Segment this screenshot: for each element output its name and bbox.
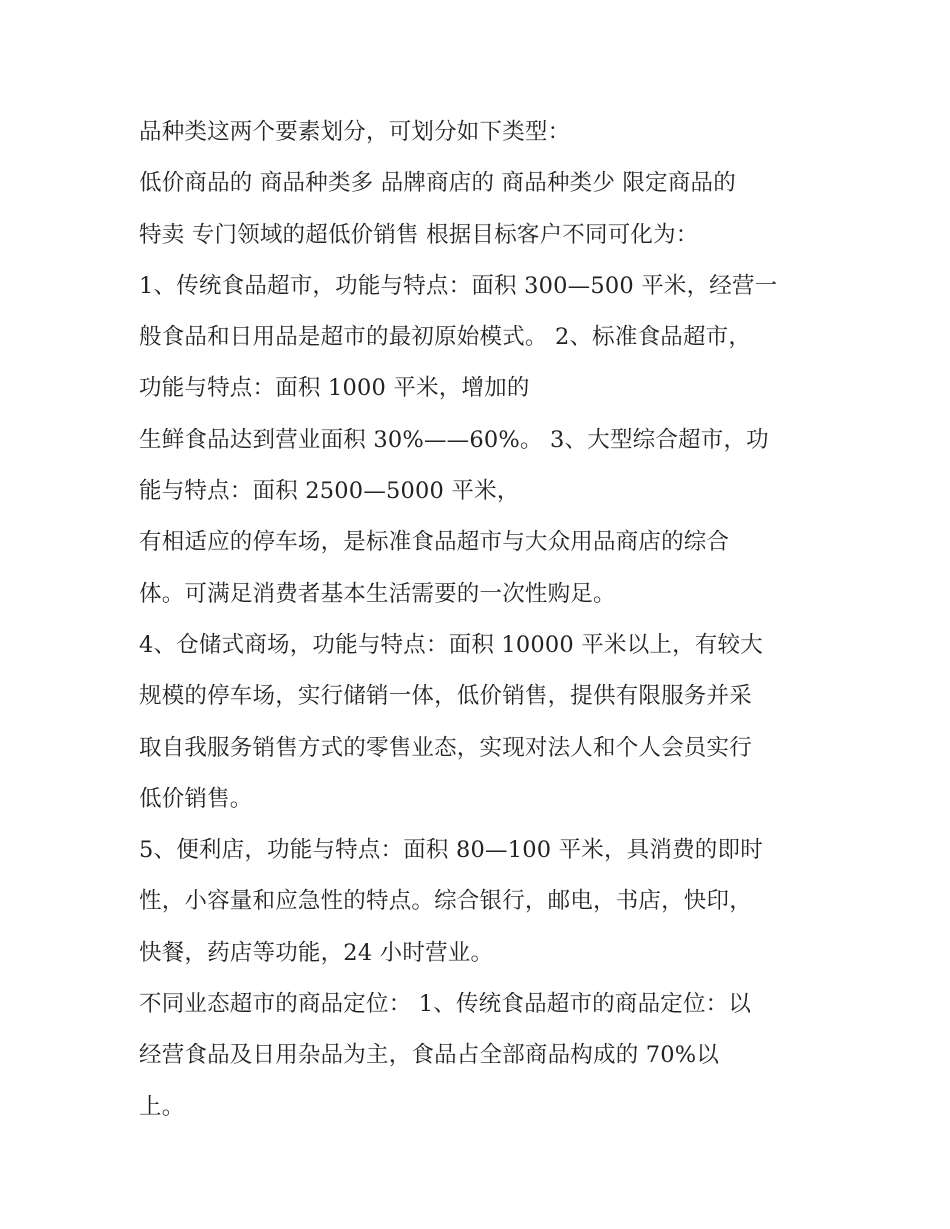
- text-line: 性，小容量和应急性的特点。综合银行，邮电，书店，快印，: [139, 888, 752, 915]
- document-body: [139, 107, 819, 1133]
- text-line: 般食品和日用品是超市的最初原始模式。 2、标准食品超市，: [139, 324, 752, 351]
- text-line: 取自我服务销售方式的零售业态，实现对法人和个人会员实行: [139, 734, 752, 761]
- text-line: 功能与特点：面积 1000 平米，增加的: [139, 375, 530, 402]
- text-line: 经营食品及日用杂品为主，食品占全部商品构成的 70%以: [139, 1042, 720, 1069]
- text-line: 有相适应的停车场，是标准食品超市与大众用品商店的综合: [139, 529, 730, 556]
- text-line: 规模的停车场，实行储销一体，低价销售，提供有限服务并采: [139, 683, 752, 710]
- text-line: 5、便利店，功能与特点：面积 80—100 平米，具消费的即时: [139, 837, 763, 864]
- text-line: 4、仓储式商场，功能与特点：面积 10000 平米以上，有较大: [139, 631, 763, 658]
- text-line: 特卖 专门领域的超低价销售 根据目标客户不同可化为：: [139, 221, 699, 248]
- text-line: 低价销售。: [139, 785, 253, 812]
- text-line: 1、传统食品超市，功能与特点：面积 300—500 平米，经营一: [139, 272, 778, 299]
- text-line: 快餐，药店等功能，24 小时营业。: [139, 939, 494, 966]
- text-line: 能与特点：面积 2500—5000 平米，: [139, 478, 520, 505]
- text-line: 品种类这两个要素划分，可划分如下类型：: [139, 119, 571, 145]
- text-line: 低价商品的 商品种类多 品牌商店的 商品种类少 限定商品的: [139, 170, 736, 197]
- text-line: 不同业态超市的商品定位： 1、传统食品超市的商品定位：以: [139, 991, 752, 1018]
- text-line: 上。: [139, 1093, 185, 1120]
- text-line: 体。可满足消费者基本生活需要的一次性购足。: [139, 580, 616, 607]
- text-line: 生鲜食品达到营业面积 30%——60%。 3、大型综合超市，功: [139, 426, 769, 453]
